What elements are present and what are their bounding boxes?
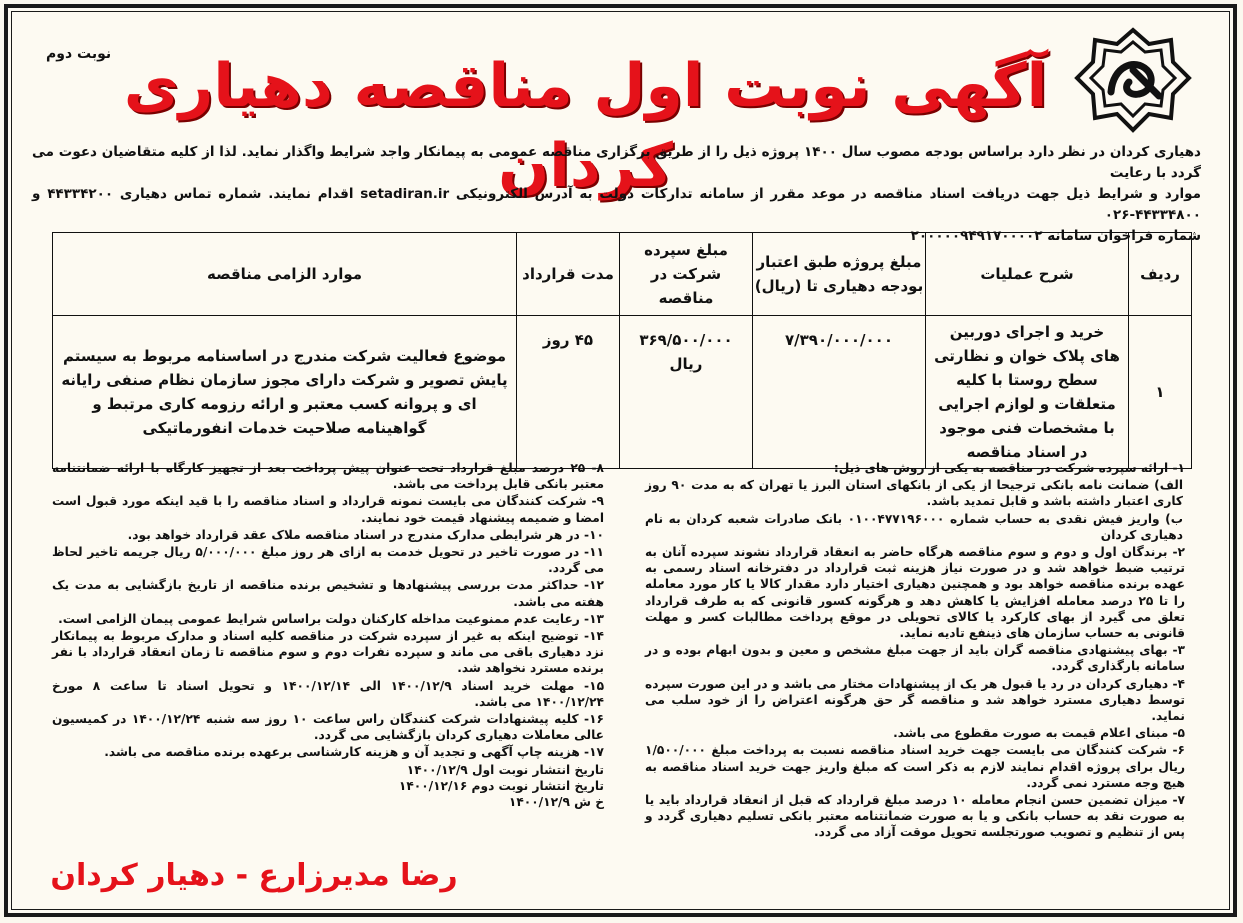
condition-item: ۵- مبنای اعلام قیمت به صورت مقطوع می باشد. [893, 726, 1185, 741]
publication-date-first: تاریخ انتشار نوبت اول ۱۴۰۰/۱۲/۹ [406, 762, 604, 777]
table-header-row [53, 233, 1192, 316]
column-header-index: ردیف [1129, 233, 1192, 316]
condition-item: ۹- شرکت کنندگان می بایست نمونه قرارداد و اسناد مناقصه را با قید اینکه مورد قبول است امضا و ضمیمه پیشنهاد قیمت خود نمایند. [52, 494, 604, 525]
condition-item: ۱۷- هزینه چاپ آگهی و تجدید آن و هزینه کارشناسی برعهده برنده مناقصه می باشد. [104, 745, 604, 760]
condition-item: ۱۱- در صورت تاخیر در تحویل خدمت به ازای هر روز مبلغ ۵/۰۰۰/۰۰۰ ریال جریمه تاخیر لحاظ می گردد. [52, 545, 604, 576]
condition-item: ۷- میزان تضمین حسن انجام معامله ۱۰ درصد مبلغ قرارداد که قبل از انعقاد قرارداد باید یا به صورت نقد به حساب بانکی و یا به صورت ضمانتنامه معتبر بانکی تسلیم دهیاری گردد و پس از تنظیم و تصویب صورتجلسه تحویل موقت آزاد می گردد. [645, 793, 1185, 840]
advertisement-frame [4, 4, 1237, 917]
tender-table [52, 232, 1192, 469]
column-header-deposit: مبلغ سپرده شرکت در مناقصه [620, 233, 753, 316]
publication-dates [52, 762, 604, 811]
condition-item: ۱۲- حداکثر مدت بررسی پیشنهادها و تشخیص برنده مناقصه از تاریخ بازگشایی به مدت یک هفته می باشد. [52, 578, 604, 609]
dehyari-emblem-icon [1073, 26, 1193, 136]
column-header-requirements: موارد الزامی مناقصه [53, 233, 517, 316]
condition-item: ۱۴- توضیح اینکه به غیر از سپرده شرکت در مناقصه کلیه اسناد و مدارک مربوط به پیمانکار نزد دهیاری باقی می ماند و سپرده نفرات دوم و سوم مناقصه تا زمان انعقاد قرارداد با نفر برنده مسترد نخواهد شد. [52, 629, 604, 676]
condition-item: ۲- برندگان اول و دوم و سوم مناقصه هرگاه حاضر به انعقاد قرارداد نشوند سپرده آنان به ترتیب ضبط خواهد شد و در صورت نیاز هزینه ثبت قرارداد در دفترخانه اسناد رسمی به عهده برنده مناقصه خواهد بود و همچنین دهیاری اختیار دارد مقدار کالا یا کار مورد معامله را تا ۲۵ درصد معامله افزایش یا کاهش دهد و هرگونه کسور قانونی که به طرف قرارداد تعلق می گیرد از بهای کارکرد یا کالای تحویلی در موقع پرداخت مطالبات کسر و مهلت قانونی به حساب سازمان های ذینفع تادیه نماید. [645, 545, 1185, 641]
condition-item: ۱- ارائه سپرده شرکت در مناقصه به یکی از روش های ذیل: [833, 461, 1185, 475]
page-title: آگهی نوبت اول مناقصه دهیاری کردان [123, 51, 1048, 201]
cell-duration: ۴۵ روز [517, 316, 620, 469]
cell-description: خرید و اجرای دوربین های پلاک خوان و نظارتی سطح روستا با کلیه متعلقات و لوازم اجرایی با مشخصات فنی موجود در اسناد مناقصه [926, 316, 1129, 469]
condition-item: ب) واریز فیش نقدی به حساب شماره ۰۱۰۰۴۷۷۱۹۶۰۰۰ بانک صادرات شعبه کردان به نام دهیاری کردان [645, 511, 1183, 542]
cell-deposit: ۳۶۹/۵۰۰/۰۰۰ ریال [620, 316, 753, 469]
publication-date-second: تاریخ انتشار نوبت دوم ۱۴۰۰/۱۲/۱۶ [398, 778, 604, 793]
condition-item: ۴- دهیاری کردان در رد یا قبول هر یک از پیشنهادات مختار می باشد و در این صورت سپرده توسط دهیاری مسترد خواهد شد و مناقصه گر حق هرگونه اعتراض را از خود سلب می نماید. [645, 676, 1185, 724]
round-label: نوبت دوم [46, 46, 112, 62]
intro-line: موارد و شرایط ذیل جهت دریافت اسناد مناقصه در موعد مقرر از سامانه تدارکات دولت به آدرس الکترونیکی setadiran.ir اقدام نمایند. شماره تماس دهیاری ۴۴۳۳۴۲۰۰ و ۴۴۳۳۴۸۰۰-۰۲۶ [32, 186, 1202, 223]
condition-item: ۱۳- رعایت عدم ممنوعیت مداخله کارکنان دولت براساس شرایط عمومی پیمان الزامی است. [58, 611, 604, 626]
cell-index: ۱ [1129, 316, 1192, 469]
conditions-left-column [52, 460, 604, 810]
condition-item: ۶- شرکت کنندگان می بایست جهت خرید اسناد مناقصه نسبت به پرداخت مبلغ ۱/۵۰۰/۰۰۰ ریال برای پروژه اقدام نمایند لازم به ذکر است که مبلغ واریز جهت خرید اسناد مناقصه به هیچ وجه مسترد نمی گردد. [645, 743, 1185, 790]
column-header-amount: مبلغ پروژه طبق اعتبار بودجه دهیاری تا (ریال) [753, 233, 926, 316]
table-row [53, 316, 1192, 469]
conditions-right-column [645, 460, 1185, 842]
condition-item: ۱۶- کلیه پیشنهادات شرکت کنندگان راس ساعت ۱۰ روز سه شنبه ۱۴۰۰/۱۲/۲۴ در کمیسیون عالی معاملات دهیاری کردان بازگشایی می گردد. [52, 712, 604, 743]
intro-line: شماره فراخوان سامانه ۲۰۰۰۰۰۹۴۹۱۷۰۰۰۰۲ [910, 228, 1201, 244]
cell-requirements: موضوع فعالیت شرکت مندرج در اساسنامه مربوط به سیستم پایش تصویر و شرکت دارای مجوز سازمان نظام صنفی رایانه ای و پروانه کسب معتبر و ارائه رزومه کاری مرتبط و گواهینامه صلاحیت خدمات انفورماتیکی [53, 316, 517, 469]
condition-item: الف) ضمانت نامه بانکی ترجیحا از یکی از بانکهای استان البرز یا تهران که به مدت ۹۰ روز کاری اعتبار داشته باشد و قابل تمدید باشد. [645, 478, 1183, 509]
signature: رضا مدیرزارع - دهیار کردان [50, 858, 458, 893]
condition-item: ۳- بهای پیشنهادی مناقصه گران باید از جهت مبلغ مشخص و معین و بدون ابهام بوده و در سامانه بارگذاری گردد. [645, 643, 1185, 674]
intro-line: دهیاری کردان در نظر دارد براساس بودجه مصوب سال ۱۴۰۰ پروژه ذیل را از طریق برگزاری مناقصه عمومی به پیمانکار واجد شرایط واگذار نماید. لذا از کلیه متقاضیان دعوت می گردد با رعایت [32, 144, 1201, 181]
condition-item: ۸- ۲۵ درصد مبلغ قرارداد تحت عنوان پیش پرداخت بعد از تجهیز کارگاه با ارائه ضمانتنامه معتبر بانکی قابل پرداخت می باشد. [52, 461, 604, 492]
column-header-duration: مدت قرارداد [517, 233, 620, 316]
publication-code: خ ش ۱۴۰۰/۱۲/۹ [508, 795, 604, 810]
cell-amount: ۷/۳۹۰/۰۰۰/۰۰۰ [753, 316, 926, 469]
column-header-description: شرح عملیات [926, 233, 1129, 316]
condition-item: ۱۵- مهلت خرید اسناد ۱۴۰۰/۱۲/۹ الی ۱۴۰۰/۱۲/۱۴ و تحویل اسناد تا ساعت ۸ مورخ ۱۴۰۰/۱۲/۲۴ می باشد. [52, 678, 605, 709]
condition-item: ۱۰- در هر شرایطی مدارک مندرج در اسناد مناقصه ملاک عقد قرارداد خواهد بود. [127, 527, 604, 542]
